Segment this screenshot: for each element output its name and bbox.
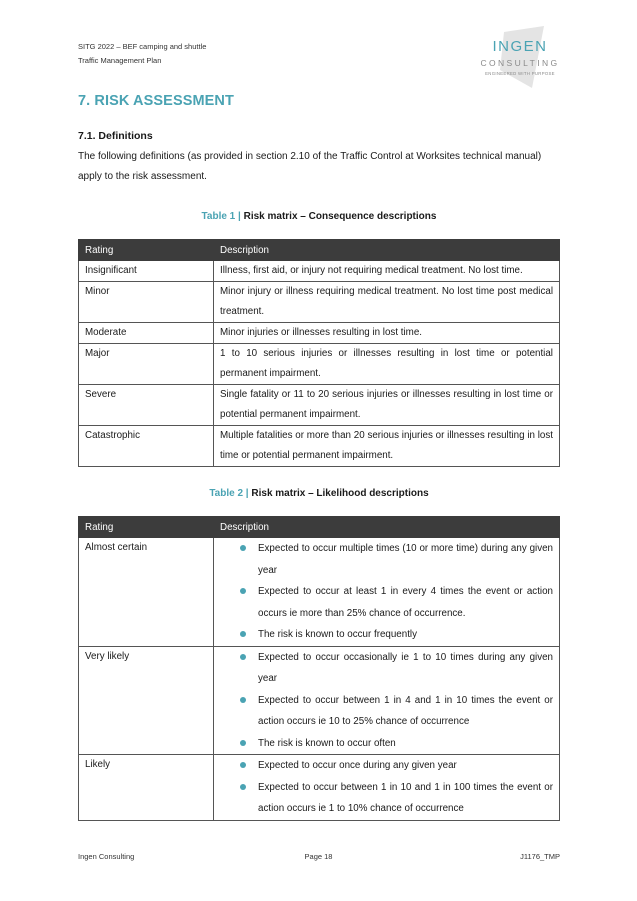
logo-background-shape [500,26,544,88]
description-cell: Minor injuries or illnesses resulting in lost time. [214,323,560,344]
footer-page-number: Page 18 [304,852,333,861]
table-row [79,385,560,426]
rating-cell: Moderate [79,323,214,344]
description-cell: Illness, first aid, or injury not requiring medical treatment. No lost time. [214,261,560,282]
description-cell [214,755,560,821]
column-header-description: Description [214,517,560,538]
table2-caption-text: Risk matrix – Likelihood descriptions [248,488,429,499]
bullet-item [220,581,553,624]
bullet-dot-icon [240,631,246,637]
bullet-text: Expected to occur at least 1 in every 4 times the event or action occurs ie more than 25% chance of occurrence. [258,586,553,619]
bullet-item [220,733,553,755]
bullet-dot-icon [240,588,246,594]
bullet-dot-icon [240,697,246,703]
table-row [79,261,560,282]
bullet-dot-icon [240,762,246,768]
footer-company: Ingen Consulting [78,852,135,861]
table-row [79,282,560,323]
consequence-table [78,239,560,467]
table2-caption [78,488,560,499]
bullet-text: The risk is known to occur often [258,737,396,749]
table-row [79,538,560,647]
bullet-text: Expected to occur once during any given year [258,760,457,771]
bullet-dot-icon [240,740,246,746]
bullet-list [220,647,553,755]
ingen-consulting-logo [474,26,566,88]
bullet-item [220,777,553,820]
likelihood-table [78,516,560,821]
table1-caption-text: Risk matrix – Consequence descriptions [240,211,437,222]
bullet-item [220,538,553,581]
rating-cell: Likely [79,755,214,821]
rating-cell: Minor [79,282,214,323]
table-row [79,323,560,344]
bullet-dot-icon [240,545,246,551]
document-header-subtitle: Traffic Management Plan [78,56,162,65]
logo-tagline: ENGINEERED WITH PURPOSE [485,71,555,76]
bullet-list [220,755,553,820]
description-cell: Single fatality or 11 to 20 serious injuries or illnesses resulting in lost time or potential permanent impairment. [214,385,560,426]
bullet-text: Expected to occur multiple times (10 or more time) during any given year [258,543,553,576]
column-header-rating: Rating [79,517,214,538]
column-header-description: Description [214,240,560,261]
rating-cell: Severe [79,385,214,426]
bullet-item [220,690,553,733]
description-cell: 1 to 10 serious injuries or illnesses resulting in lost time or potential permanent impairment. [214,344,560,385]
footer-document-code: J1176_TMP [520,852,560,861]
description-cell: Minor injury or illness requiring medical treatment. No lost time post medical treatment. [214,282,560,323]
table-header-row [79,517,560,538]
rating-cell: Major [79,344,214,385]
table-header-row [79,240,560,261]
bullet-dot-icon [240,784,246,790]
bullet-dot-icon [240,654,246,660]
table1-caption-number: Table 1 | [201,211,241,222]
description-cell [214,646,560,755]
table-row [79,755,560,821]
table-row [79,646,560,755]
rating-cell: Almost certain [79,538,214,647]
subsection-title: 7.1. Definitions [78,130,153,142]
section-title: 7. RISK ASSESSMENT [78,93,234,109]
table-row [79,426,560,467]
bullet-item [220,624,553,646]
logo-word-consulting: CONSULTING [480,58,560,68]
column-header-rating: Rating [79,240,214,261]
description-cell: Multiple fatalities or more than 20 serious injuries or illnesses resulting in lost time or potential permanent impairment. [214,426,560,467]
table1-caption [78,211,560,222]
bullet-text: The risk is known to occur frequently [258,629,417,640]
intro-line-2: apply to the risk assessment. [78,171,207,182]
table-row [79,344,560,385]
description-cell [214,538,560,647]
bullet-item [220,755,553,777]
table2-caption-number: Table 2 | [209,488,249,499]
rating-cell: Insignificant [79,261,214,282]
bullet-text: Expected to occur between 1 in 4 and 1 in 10 times the event or action occurs ie 10 to 25% chance of occurrence [258,694,553,727]
rating-cell: Very likely [79,646,214,755]
intro-paragraph [78,147,568,187]
document-header-title: SITG 2022 – BEF camping and shuttle [78,42,207,51]
bullet-text: Expected to occur between 1 in 10 and 1 in 100 times the event or action occurs ie 1 to 10% chance of occurrence [258,781,553,814]
intro-line-1: The following definitions (as provided in section 2.10 of the Traffic Control at Worksites technical manual) [78,151,542,162]
bullet-list [220,538,553,646]
bullet-text: Expected to occur occasionally ie 1 to 10 times during any given year [258,651,553,684]
bullet-item [220,647,553,690]
rating-cell: Catastrophic [79,426,214,467]
logo-word-ingen: INGEN [492,38,548,55]
